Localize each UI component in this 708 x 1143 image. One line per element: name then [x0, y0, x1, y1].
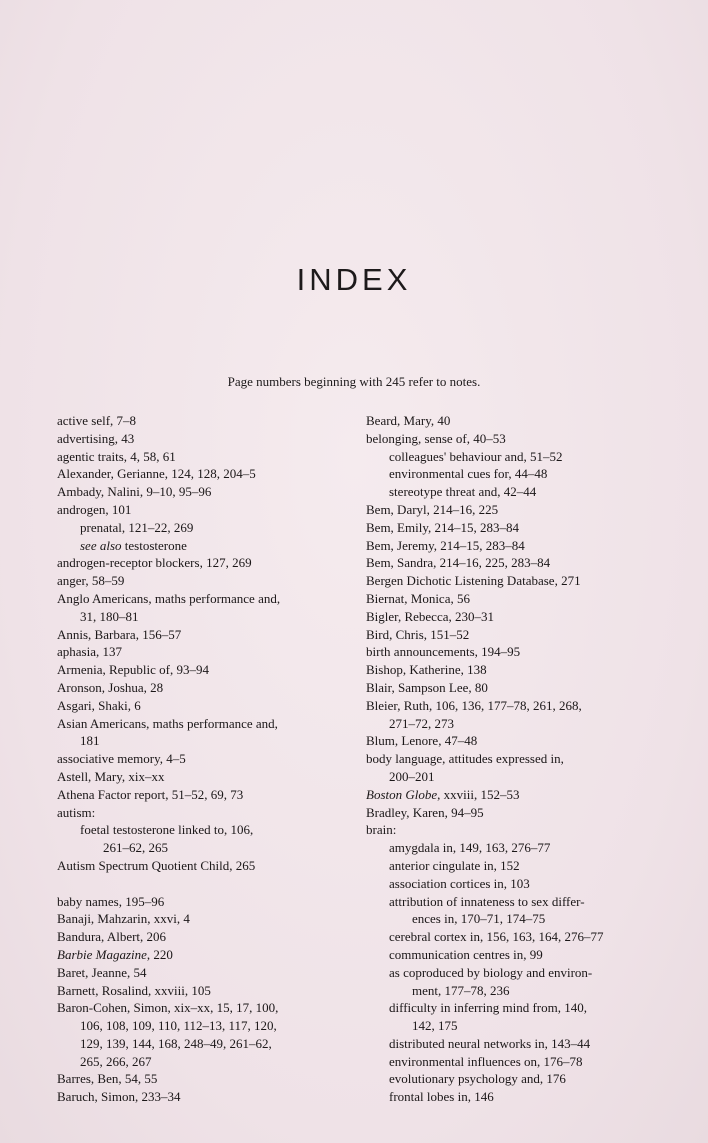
index-entry [366, 697, 666, 733]
index-entry [366, 501, 666, 519]
entry-text: Anglo Americans, maths performance and, [57, 590, 281, 606]
index-entry [57, 1070, 357, 1088]
index-subentry [366, 1035, 666, 1053]
index-entry [57, 697, 357, 715]
entry-text: Alexander, Gerianne, 124, 128, 204–5 [57, 466, 256, 482]
index-entry [366, 643, 666, 661]
index-entry [366, 786, 666, 804]
index-entry [57, 750, 357, 768]
index-entry [366, 626, 666, 644]
entry-text: Bem, Daryl, 214–16, 225 [366, 501, 499, 517]
entry-text: associative memory, 4–5 [57, 751, 186, 767]
index-subentry [366, 1088, 666, 1106]
entry-continuation: 142, 175 [412, 1018, 458, 1034]
entry-continuation: 265, 266, 267 [80, 1053, 152, 1069]
entry-continuation: 106, 108, 109, 110, 112–13, 117, 120, [80, 1018, 277, 1034]
index-entry [366, 554, 666, 572]
index-entry [57, 982, 357, 1000]
entry-text: Bleier, Ruth, 106, 136, 177–78, 261, 268, [366, 697, 582, 713]
index-entry [366, 412, 666, 430]
index-entry [366, 608, 666, 626]
entry-text: Bishop, Katherine, 138 [366, 662, 487, 678]
index-entry [366, 572, 666, 590]
entry-text: agentic traits, 4, 58, 61 [57, 448, 176, 464]
entry-text: Barnett, Rosalind, xxviii, 105 [57, 982, 211, 998]
index-subentry [366, 839, 666, 857]
index-entry [57, 448, 357, 466]
index-entry [57, 715, 357, 751]
index-entry [57, 928, 357, 946]
index-subentry [366, 928, 666, 946]
index-column-right [366, 412, 666, 1106]
index-subentry [366, 893, 666, 929]
index-subentry [366, 875, 666, 893]
index-entry [366, 430, 666, 448]
entry-text: Bem, Jeremy, 214–15, 283–84 [366, 537, 525, 553]
index-entry [57, 964, 357, 982]
index-entry [57, 412, 357, 430]
index-subentry [366, 964, 666, 1000]
entry-continuation: 181 [80, 733, 100, 749]
entry-text: stereotype threat and, 42–44 [389, 484, 537, 500]
index-column-left [57, 412, 357, 1106]
index-entry [57, 661, 357, 679]
entry-text: communication centres in, 99 [389, 946, 543, 962]
entry-text: amygdala in, 149, 163, 276–77 [389, 840, 551, 856]
index-entry [57, 501, 357, 519]
entry-text: Beard, Mary, 40 [366, 413, 451, 428]
index-entry [57, 804, 357, 822]
index-heading: INDEX [296, 262, 412, 297]
entry-text: Baron-Cohen, Simon, xix–xx, 15, 17, 100, [57, 1000, 279, 1016]
index-subentry [57, 519, 357, 537]
entry-continuation: 271–72, 273 [389, 715, 454, 731]
entry-text: association cortices in, 103 [389, 875, 530, 891]
index-entry [57, 999, 357, 1070]
entry-text: Athena Factor report, 51–52, 69, 73 [57, 786, 244, 802]
entry-continuation: ences in, 170–71, 174–75 [412, 911, 546, 927]
entry-text: colleagues' behaviour and, 51–52 [389, 448, 563, 464]
entry-text: Annis, Barbara, 156–57 [57, 626, 182, 642]
index-entry [366, 537, 666, 555]
entry-text: Blum, Lenore, 47–48 [366, 733, 478, 749]
index-subentry [57, 537, 357, 555]
entry-text: Bergen Dichotic Listening Database, 271 [366, 573, 581, 589]
entry-continuation: ment, 177–78, 236 [412, 982, 510, 998]
entry-text: aphasia, 137 [57, 644, 122, 660]
entry-text: Bandura, Albert, 206 [57, 929, 167, 945]
index-subentry [366, 1070, 666, 1088]
entry-text: Barres, Ben, 54, 55 [57, 1071, 158, 1087]
index-entry [57, 554, 357, 572]
index-entry [366, 519, 666, 537]
entry-text: Barbie Magazine, 220 [57, 946, 173, 962]
index-entry [366, 732, 666, 750]
index-entry [366, 661, 666, 679]
index-entry [57, 946, 357, 964]
index-entry [366, 750, 666, 786]
entry-continuation: 261–62, 265 [103, 840, 168, 856]
index-entry [366, 804, 666, 822]
entry-text: Bradley, Karen, 94–95 [366, 804, 484, 820]
entry-text: belonging, sense of, 40–53 [366, 430, 506, 446]
index-entry [57, 1088, 357, 1106]
entry-text: Bem, Sandra, 214–16, 225, 283–84 [366, 555, 551, 571]
entry-text: active self, 7–8 [57, 413, 137, 428]
entry-text: Baruch, Simon, 233–34 [57, 1089, 181, 1105]
index-entry [57, 626, 357, 644]
entry-text: Blair, Sampson Lee, 80 [366, 679, 488, 695]
entry-text: foetal testosterone linked to, 106, [80, 822, 254, 838]
index-entry [57, 857, 357, 875]
index-entry [366, 590, 666, 608]
index-subentry [366, 483, 666, 501]
entry-continuation: 31, 180–81 [80, 608, 139, 624]
index-gap [57, 875, 357, 893]
entry-text: distributed neural networks in, 143–44 [389, 1035, 591, 1051]
entry-text: Baret, Jeanne, 54 [57, 964, 147, 980]
entry-text: advertising, 43 [57, 430, 135, 446]
notes-caption: Page numbers beginning with 245 refer to notes. [227, 374, 481, 389]
entry-text: Banaji, Mahzarin, xxvi, 4 [57, 911, 190, 927]
entry-text: Bigler, Rebecca, 230–31 [366, 608, 494, 624]
entry-text: androgen, 101 [57, 501, 132, 517]
index-subentry [366, 999, 666, 1035]
entry-text: Aronson, Joshua, 28 [57, 679, 164, 695]
entry-text: Biernat, Monica, 56 [366, 590, 470, 606]
entry-text: environmental influences on, 176–78 [389, 1053, 583, 1069]
index-entry [57, 786, 357, 804]
entry-text: Autism Spectrum Quotient Child, 265 [57, 857, 256, 873]
entry-text: anger, 58–59 [57, 573, 125, 589]
entry-text: autism: [57, 804, 96, 820]
index-entry [57, 590, 357, 626]
entry-text: androgen-receptor blockers, 127, 269 [57, 555, 252, 571]
index-subentry [57, 821, 357, 857]
entry-text: see also testosterone [80, 537, 187, 553]
index-entry [366, 821, 666, 839]
index-entry [57, 679, 357, 697]
entry-continuation: 129, 139, 144, 168, 248–49, 261–62, [80, 1035, 272, 1051]
entry-text: baby names, 195–96 [57, 893, 165, 909]
index-entry [57, 643, 357, 661]
index-entry [57, 430, 357, 448]
entry-text: brain: [366, 822, 397, 838]
index-entry [366, 679, 666, 697]
entry-text: Asian Americans, maths performance and, [57, 715, 278, 731]
entry-text: evolutionary psychology and, 176 [389, 1071, 566, 1087]
entry-text: frontal lobes in, 146 [389, 1089, 494, 1105]
entry-text: Ambady, Nalini, 9–10, 95–96 [57, 484, 212, 500]
index-subentry [366, 465, 666, 483]
entry-text: as coproduced by biology and environ- [389, 964, 593, 980]
entry-text: cerebral cortex in, 156, 163, 164, 276–77 [389, 929, 604, 945]
index-subentry [366, 857, 666, 875]
index-subentry [366, 1053, 666, 1071]
entry-text: difficulty in inferring mind from, 140, [389, 1000, 587, 1016]
entry-text: birth announcements, 194–95 [366, 644, 521, 660]
index-subentry [366, 946, 666, 964]
index-entry [57, 572, 357, 590]
entry-text: Boston Globe, xxviii, 152–53 [366, 786, 520, 802]
entry-text: Armenia, Republic of, 93–94 [57, 662, 209, 678]
entry-text: Astell, Mary, xix–xx [57, 768, 165, 784]
entry-text: attribution of innateness to sex differ- [389, 893, 585, 909]
index-entry [57, 483, 357, 501]
index-subentry [366, 448, 666, 466]
entry-text: anterior cingulate in, 152 [389, 857, 520, 873]
index-entry [57, 893, 357, 911]
entry-text: prenatal, 121–22, 269 [80, 519, 194, 535]
entry-text: Asgari, Shaki, 6 [57, 697, 141, 713]
entry-text: body language, attitudes expressed in, [366, 751, 564, 767]
index-entry [57, 465, 357, 483]
entry-text: environmental cues for, 44–48 [389, 466, 548, 482]
entry-continuation: 200–201 [389, 768, 435, 784]
index-entry [57, 768, 357, 786]
index-entry [57, 910, 357, 928]
entry-text: Bem, Emily, 214–15, 283–84 [366, 519, 519, 535]
entry-text: Bird, Chris, 151–52 [366, 626, 470, 642]
